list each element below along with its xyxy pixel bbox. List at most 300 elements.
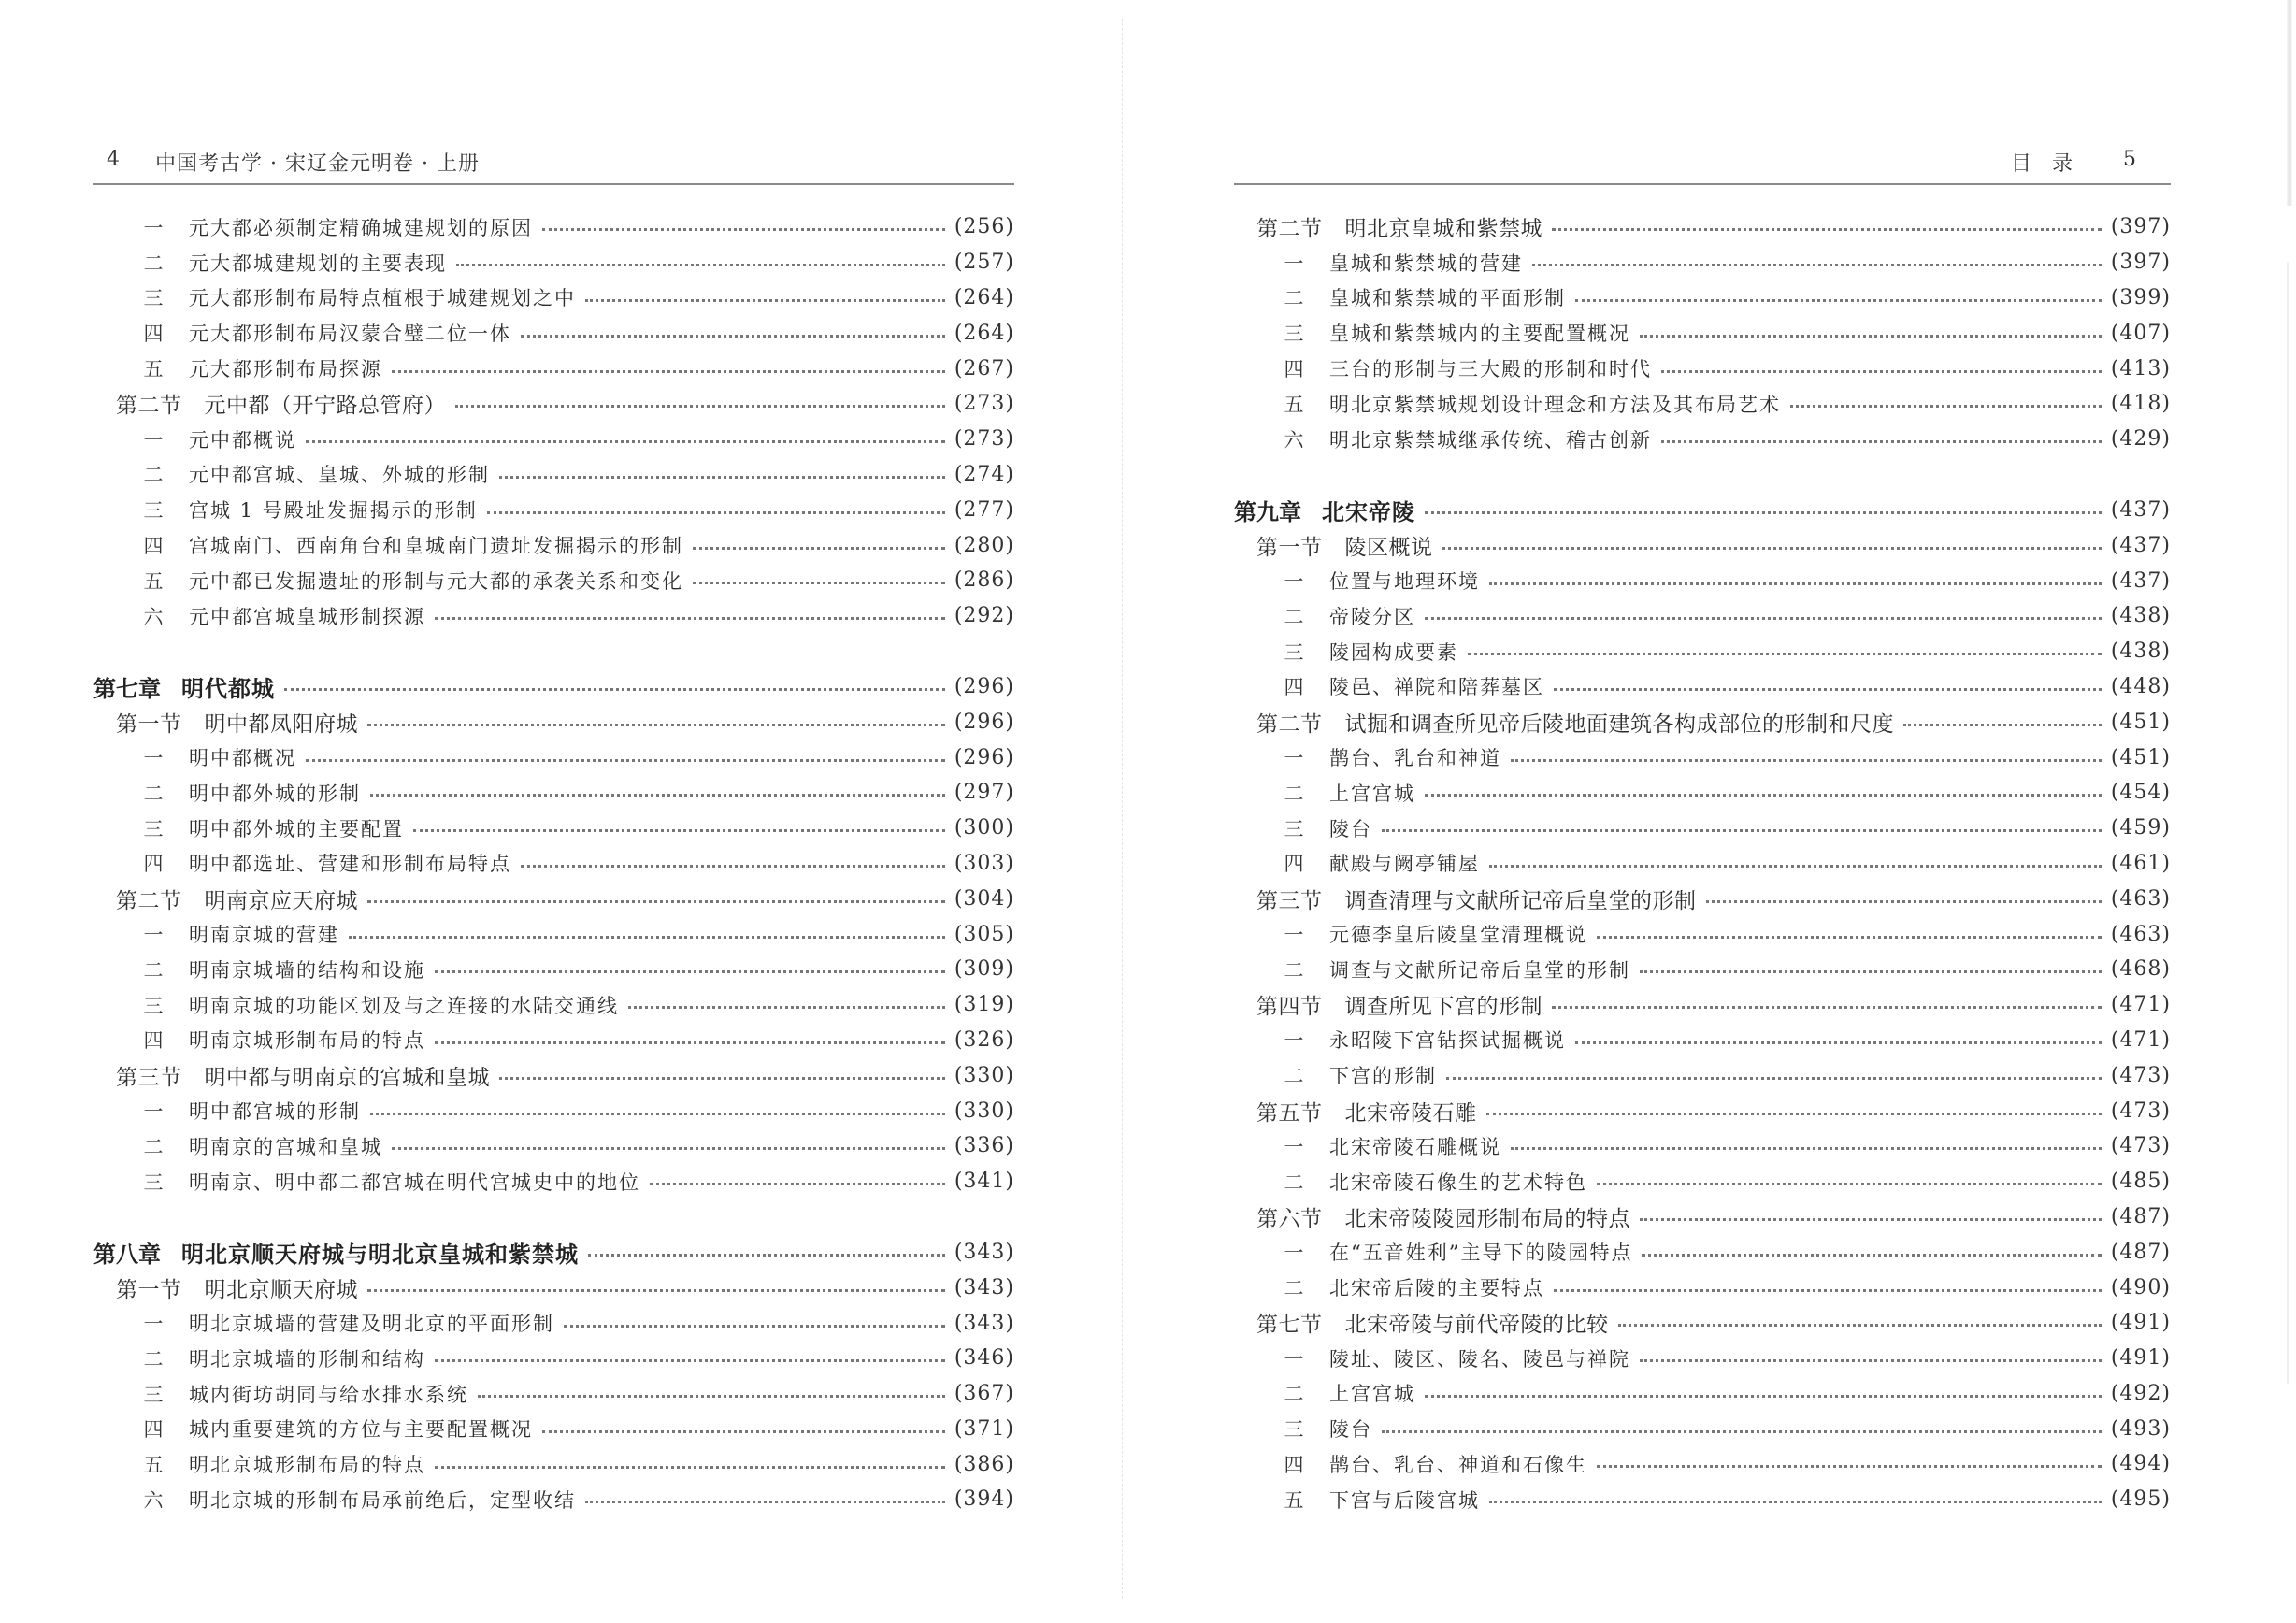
toc-entry-page: (305) xyxy=(954,922,1014,946)
toc-entry-number: 一 xyxy=(1284,747,1304,770)
toc-entry-number: 三 xyxy=(1284,817,1304,840)
toc-entry-page: (386) xyxy=(954,1452,1014,1476)
dot-leader xyxy=(435,970,945,973)
toc-entry-page: (343) xyxy=(954,1311,1014,1335)
toc-entry-sub xyxy=(1234,1023,2171,1058)
toc-entry-page: (257) xyxy=(954,251,1014,275)
toc-entry-ch xyxy=(1234,493,2171,528)
toc-entry-title: 元德李皇后陵皇堂清理概说 xyxy=(1329,924,1587,947)
toc-entry-title: 调查与文献所记帝后皇堂的形制 xyxy=(1329,958,1630,982)
toc-entry-title: 陵邑、禅院和陪葬墓区 xyxy=(1329,676,1544,699)
dot-leader xyxy=(392,1147,945,1150)
toc-entry-title: 明南京城的营建 xyxy=(189,924,339,947)
toc-entry-page: (256) xyxy=(954,215,1014,239)
toc-entry-title: 陵台 xyxy=(1329,817,1372,840)
dot-leader xyxy=(1425,794,2102,797)
toc-entry-number: 三 xyxy=(143,499,164,523)
dot-leader xyxy=(487,511,945,514)
toc-entry-sub xyxy=(1234,1482,2171,1517)
toc-entry-title: 元大都必须制定精确城建规划的原因 xyxy=(189,216,533,239)
toc-entry-page: (296) xyxy=(954,745,1014,769)
dot-leader xyxy=(1597,936,2102,939)
toc-entry-page: (407) xyxy=(2110,321,2171,345)
toc-entry-title: 元大都城建规划的主要表现 xyxy=(189,251,447,275)
toc-entry-number: 二 xyxy=(143,251,164,275)
toc-entry-number: 第二节 xyxy=(116,888,182,913)
toc-entry-number: 第五节 xyxy=(1256,1100,1323,1126)
toc-entry-page: (494) xyxy=(2110,1452,2171,1476)
dot-leader xyxy=(413,829,945,832)
toc-entry-sub xyxy=(1234,422,2171,457)
toc-entry-title: 陵台 xyxy=(1329,1418,1372,1442)
toc-entry-sec xyxy=(1234,1305,2171,1341)
toc-entry-number: 三 xyxy=(143,1383,164,1406)
dot-leader xyxy=(435,1466,945,1469)
left-header-rule xyxy=(93,183,1014,185)
toc-entry-number: 二 xyxy=(1284,1277,1304,1300)
toc-entry-number: 第一节 xyxy=(1256,535,1323,560)
toc-entry-sub xyxy=(93,916,1014,952)
toc-entry-title: 明中都外城的形制 xyxy=(189,782,361,805)
dot-leader xyxy=(1554,1289,2102,1292)
dot-leader xyxy=(1790,405,2102,408)
toc-entry-number: 三 xyxy=(1284,640,1304,664)
toc-entry-page: (264) xyxy=(954,285,1014,309)
dot-leader xyxy=(650,1183,945,1185)
toc-entry-sub xyxy=(1234,245,2171,280)
right-toc-list xyxy=(1234,209,2171,1517)
toc-entry-number: 四 xyxy=(1284,1453,1304,1476)
toc-entry-sub xyxy=(93,1023,1014,1058)
toc-entry-title: 明北京城墙的形制和结构 xyxy=(189,1347,425,1371)
toc-entry-page: (492) xyxy=(2110,1381,2171,1405)
toc-entry-number: 一 xyxy=(143,747,164,770)
toc-entry-sec xyxy=(1234,881,2171,916)
toc-entry-title: 明中都选址、营建和形制布局特点 xyxy=(189,853,511,876)
toc-entry-number: 二 xyxy=(1284,1171,1304,1194)
toc-entry-page: (473) xyxy=(2110,1099,2171,1123)
toc-entry-title: 元中都宫城皇城形制探源 xyxy=(189,605,425,628)
toc-entry-number: 四 xyxy=(143,323,164,346)
toc-entry-number: 二 xyxy=(143,958,164,982)
toc-entry-page: (451) xyxy=(2110,710,2171,734)
toc-entry-number: 第二节 xyxy=(116,394,182,419)
toc-entry-title: 明中都概况 xyxy=(189,747,296,770)
dot-leader xyxy=(588,1254,945,1257)
dot-leader xyxy=(435,617,945,620)
toc-entry-page: (326) xyxy=(954,1027,1014,1052)
left-running-title: 中国考古学 · 宋辽金元明卷 · 上册 xyxy=(155,152,480,176)
toc-entry-page: (473) xyxy=(2110,1063,2171,1087)
toc-entry-sub xyxy=(1234,351,2171,386)
dot-leader xyxy=(1468,653,2102,655)
toc-entry-number: 二 xyxy=(1284,605,1304,628)
toc-entry-page: (397) xyxy=(2110,215,2171,239)
toc-entry-title: 调查清理与文献所记帝后皇堂的形制 xyxy=(1344,888,1697,913)
toc-entry-title: 元中都概说 xyxy=(189,428,296,452)
toc-entry-page: (487) xyxy=(2110,1240,2171,1264)
toc-entry-page: (343) xyxy=(954,1240,1014,1264)
toc-entry-number: 四 xyxy=(143,1029,164,1053)
toc-entry-number: 第二节 xyxy=(1256,711,1323,737)
toc-entry-title: 明中都外城的主要配置 xyxy=(189,817,404,840)
toc-entry-sec xyxy=(1234,704,2171,740)
toc-entry-title: 元大都形制布局特点植根于城建规划之中 xyxy=(189,287,576,310)
toc-entry-sub xyxy=(93,280,1014,316)
dot-leader xyxy=(370,794,945,797)
toc-entry-number: 一 xyxy=(1284,1135,1304,1158)
toc-entry-number: 第八章 xyxy=(93,1241,161,1268)
toc-entry-sub xyxy=(93,952,1014,987)
toc-entry-number: 第三节 xyxy=(116,1065,182,1090)
toc-entry-page: (473) xyxy=(2110,1134,2171,1158)
toc-entry-number: 六 xyxy=(1284,428,1304,452)
toc-entry-sec xyxy=(1234,209,2171,245)
dot-leader xyxy=(306,440,945,443)
toc-entry-page: (267) xyxy=(954,356,1014,381)
dot-leader xyxy=(1661,370,2102,373)
dot-leader xyxy=(367,1289,945,1292)
dot-leader xyxy=(1554,688,2102,691)
dot-leader xyxy=(542,1430,945,1433)
toc-entry-sec xyxy=(93,881,1014,916)
toc-entry-page: (437) xyxy=(2110,568,2171,593)
toc-entry-number: 一 xyxy=(143,924,164,947)
toc-entry-title: 元大都形制布局汉蒙合璧二位一体 xyxy=(189,323,511,346)
dot-leader xyxy=(1597,1183,2102,1185)
toc-entry-ch xyxy=(93,1235,1014,1271)
toc-entry-number: 一 xyxy=(1284,251,1304,275)
dot-leader xyxy=(693,582,945,584)
dot-leader xyxy=(628,1006,945,1009)
toc-entry-number: 第三节 xyxy=(1256,888,1323,913)
dot-leader xyxy=(1640,1359,2102,1362)
toc-entry-number: 四 xyxy=(143,1418,164,1442)
toc-entry-page: (454) xyxy=(2110,781,2171,805)
toc-entry-page: (451) xyxy=(2110,745,2171,769)
toc-entry-page: (297) xyxy=(954,781,1014,805)
toc-entry-sub xyxy=(93,1341,1014,1376)
dot-leader xyxy=(1442,547,2102,550)
toc-entry-sub xyxy=(1234,1128,2171,1164)
toc-entry-title: 三台的形制与三大殿的形制和时代 xyxy=(1329,358,1652,381)
toc-entry-sub xyxy=(93,1482,1014,1517)
dot-leader xyxy=(499,1077,945,1080)
toc-entry-number: 一 xyxy=(1284,1029,1304,1053)
toc-entry-title: 明中都宫城的形制 xyxy=(189,1100,361,1124)
toc-entry-page: (274) xyxy=(954,462,1014,486)
toc-entry-page: (491) xyxy=(2110,1311,2171,1335)
toc-entry-number: 一 xyxy=(143,1313,164,1335)
toc-entry-page: (296) xyxy=(954,674,1014,698)
toc-entry-title: 明北京紫禁城规划设计理念和方法及其布局艺术 xyxy=(1329,393,1781,416)
toc-entry-page: (286) xyxy=(954,568,1014,593)
toc-entry-number: 三 xyxy=(143,994,164,1017)
dot-leader xyxy=(1661,440,2102,443)
toc-entry-sub xyxy=(93,1164,1014,1199)
toc-entry-sub xyxy=(1234,952,2171,987)
toc-entry-page: (461) xyxy=(2110,851,2171,875)
dot-leader xyxy=(1446,1077,2102,1080)
toc-entry-sub xyxy=(93,1376,1014,1412)
toc-entry-title: 城内街坊胡同与给水排水系统 xyxy=(189,1383,468,1406)
toc-entry-sub xyxy=(93,1446,1014,1482)
toc-entry-title: 上宫宫城 xyxy=(1329,782,1415,805)
toc-entry-page: (264) xyxy=(954,321,1014,345)
toc-entry-sub xyxy=(1234,386,2171,422)
toc-entry-number: 二 xyxy=(1284,1065,1304,1088)
toc-entry-title: 元中都宫城、皇城、外城的形制 xyxy=(189,464,490,487)
toc-entry-sub xyxy=(93,811,1014,846)
toc-entry-number: 二 xyxy=(1284,958,1304,982)
toc-entry-number: 四 xyxy=(1284,676,1304,699)
toc-entry-page: (493) xyxy=(2110,1416,2171,1441)
toc-entry-sub xyxy=(93,598,1014,634)
toc-entry-page: (468) xyxy=(2110,957,2171,982)
dot-leader xyxy=(693,547,945,550)
toc-entry-sub xyxy=(1234,1411,2171,1446)
toc-entry-sec xyxy=(1234,527,2171,563)
toc-entry-sub xyxy=(1234,315,2171,351)
toc-entry-title: 北宋帝陵陵园形制布局的特点 xyxy=(1344,1206,1630,1231)
toc-entry-title: 明南京城的功能区划及与之连接的水陆交通线 xyxy=(189,994,619,1017)
dot-leader xyxy=(349,936,945,939)
dot-leader xyxy=(1640,970,2102,973)
toc-entry-sec xyxy=(93,1270,1014,1305)
dot-leader xyxy=(435,1041,945,1044)
toc-entry-page: (394) xyxy=(954,1487,1014,1512)
toc-entry-sub xyxy=(1234,669,2171,705)
toc-entry-sub xyxy=(1234,1446,2171,1482)
left-page-number: 4 xyxy=(107,148,120,171)
dot-leader xyxy=(1511,759,2102,762)
toc-entry-page: (371) xyxy=(954,1416,1014,1441)
toc-entry-title: 北宋帝陵石雕概说 xyxy=(1329,1135,1501,1158)
toc-entry-page: (336) xyxy=(954,1134,1014,1158)
toc-entry-page: (438) xyxy=(2110,639,2171,664)
toc-entry-title: 北宋帝陵 xyxy=(1322,498,1415,525)
toc-entry-title: 北宋帝后陵的主要特点 xyxy=(1329,1277,1544,1300)
toc-entry-page: (309) xyxy=(954,957,1014,982)
toc-entry-sub xyxy=(1234,1057,2171,1093)
dot-leader xyxy=(1552,1006,2102,1009)
dot-leader xyxy=(585,1501,945,1503)
toc-entry-sub xyxy=(93,457,1014,493)
toc-entry-sub xyxy=(93,492,1014,527)
toc-entry-title: 宫城 1 号殿址发掘揭示的形制 xyxy=(189,499,478,523)
toc-entry-number: 二 xyxy=(143,1347,164,1371)
toc-entry-sub xyxy=(1234,1234,2171,1270)
dot-leader xyxy=(1425,1395,2102,1398)
toc-entry-title: 帝陵分区 xyxy=(1329,605,1415,628)
toc-entry-page: (438) xyxy=(2110,604,2171,628)
toc-entry-page: (292) xyxy=(954,604,1014,628)
right-running-title: 目 录 xyxy=(2011,152,2074,176)
toc-entry-sub xyxy=(1234,775,2171,811)
toc-entry-title: 城内重要建筑的方位与主要配置概况 xyxy=(189,1418,533,1442)
toc-entry-number: 一 xyxy=(1284,570,1304,594)
toc-entry-title: 明北京皇城和紫禁城 xyxy=(1344,217,1543,242)
toc-entry-page: (437) xyxy=(2110,497,2171,522)
toc-entry-number: 五 xyxy=(1284,393,1304,416)
toc-entry-title: 上宫宫城 xyxy=(1329,1383,1415,1406)
toc-entry-page: (280) xyxy=(954,533,1014,557)
toc-entry-sub xyxy=(93,563,1014,598)
toc-entry-title: 试掘和调查所见帝后陵地面建筑各构成部位的形制和尺度 xyxy=(1344,711,1894,737)
toc-entry-title: 陵址、陵区、陵名、陵邑与禅院 xyxy=(1329,1347,1630,1371)
dot-leader xyxy=(1642,1254,2101,1257)
toc-entry-page: (330) xyxy=(954,1099,1014,1123)
toc-entry-page: (330) xyxy=(954,1063,1014,1087)
dot-leader xyxy=(1640,335,2102,338)
toc-entry-title: 鹊台、乳台、神道和石像生 xyxy=(1329,1453,1587,1476)
toc-entry-number: 三 xyxy=(143,1171,164,1194)
toc-entry-page: (319) xyxy=(954,993,1014,1017)
toc-entry-number: 三 xyxy=(143,817,164,840)
dot-leader xyxy=(455,405,945,408)
dot-leader xyxy=(1575,1041,2102,1044)
toc-entry-page: (418) xyxy=(2110,392,2171,416)
toc-entry-sub xyxy=(93,351,1014,386)
toc-entry-title: 明北京城的形制布局承前绝后，定型收结 xyxy=(189,1488,576,1512)
right-page-number: 5 xyxy=(2123,148,2136,171)
toc-entry-sec xyxy=(1234,1093,2171,1128)
toc-entry-page: (490) xyxy=(2110,1275,2171,1300)
toc-entry-number: 第九章 xyxy=(1234,498,1301,525)
toc-entry-page: (448) xyxy=(2110,674,2171,698)
dot-leader xyxy=(1489,865,2102,868)
toc-entry-number: 第一节 xyxy=(116,1277,182,1302)
toc-entry-number: 第一节 xyxy=(116,711,182,737)
toc-entry-title: 元大都形制布局探源 xyxy=(189,358,382,381)
toc-entry-sec xyxy=(1234,987,2171,1023)
toc-entry-title: 位置与地理环境 xyxy=(1329,570,1480,594)
toc-entry-number: 五 xyxy=(143,569,164,593)
toc-entry-page: (495) xyxy=(2110,1487,2171,1512)
dot-leader xyxy=(564,1325,945,1328)
toc-entry-number: 二 xyxy=(1284,1383,1304,1406)
dot-leader xyxy=(542,228,945,231)
toc-entry-page: (367) xyxy=(954,1382,1014,1406)
toc-entry-number: 一 xyxy=(1284,924,1304,947)
dot-leader xyxy=(1640,1218,2102,1221)
toc-entry-sub xyxy=(93,1093,1014,1128)
toc-entry-sub xyxy=(93,209,1014,245)
dot-leader xyxy=(1575,299,2102,302)
toc-entry-page: (471) xyxy=(2110,1027,2171,1052)
toc-entry-title: 献殿与阙亭铺屋 xyxy=(1329,853,1480,876)
toc-entry-title: 北宋帝陵与前代帝陵的比较 xyxy=(1344,1313,1609,1338)
dot-leader xyxy=(1532,264,2102,266)
toc-entry-title: 明南京城形制布局的特点 xyxy=(189,1029,425,1053)
toc-entry-title: 明北京城形制布局的特点 xyxy=(189,1454,425,1477)
left-toc-list xyxy=(93,209,1014,1517)
toc-entry-title: 永昭陵下宫钻探试掘概说 xyxy=(1329,1029,1566,1053)
toc-entry-sub xyxy=(93,846,1014,882)
toc-entry-sub xyxy=(93,245,1014,280)
toc-entry-number: 第七章 xyxy=(93,675,161,702)
toc-entry-sub xyxy=(1234,1376,2171,1412)
toc-entry-page: (463) xyxy=(2110,886,2171,911)
dot-leader xyxy=(306,759,945,762)
toc-entry-title: 明南京的宫城和皇城 xyxy=(189,1135,382,1158)
toc-entry-number: 五 xyxy=(143,358,164,381)
toc-entry-sub xyxy=(93,775,1014,811)
dot-leader xyxy=(284,688,945,691)
toc-entry-number: 二 xyxy=(143,782,164,805)
toc-entry-sub xyxy=(93,315,1014,351)
toc-entry-number: 一 xyxy=(143,216,164,239)
toc-entry-sub xyxy=(1234,846,2171,882)
dot-leader xyxy=(367,900,945,903)
dot-leader xyxy=(1425,617,2102,620)
toc-entry-page: (437) xyxy=(2110,533,2171,557)
dot-leader xyxy=(1382,829,2102,832)
dot-leader xyxy=(499,476,945,479)
dot-leader xyxy=(521,335,945,338)
dot-leader xyxy=(456,264,945,266)
toc-entry-number: 一 xyxy=(143,1100,164,1124)
toc-entry-page: (341) xyxy=(954,1170,1014,1194)
dot-leader xyxy=(1706,900,2102,903)
toc-entry-sub xyxy=(93,740,1014,775)
toc-entry-title: 明北京紫禁城继承传统、稽古创新 xyxy=(1329,428,1652,452)
toc-entry-number: 二 xyxy=(143,1135,164,1158)
toc-entry-title: 皇城和紫禁城的平面形制 xyxy=(1329,287,1566,310)
dot-leader xyxy=(1903,724,2102,726)
toc-entry-number: 一 xyxy=(143,428,164,452)
toc-entry-number: 六 xyxy=(143,605,164,628)
toc-entry-number: 四 xyxy=(1284,358,1304,381)
toc-entry-page: (429) xyxy=(2110,427,2171,452)
toc-entry-title: 元中都已发掘遗址的形制与元大都的承袭关系和变化 xyxy=(189,569,683,593)
dot-leader xyxy=(392,370,945,373)
toc-entry-number: 二 xyxy=(1284,782,1304,805)
toc-entry-sub xyxy=(1234,1270,2171,1305)
toc-entry-title: 元中都（开宁路总管府） xyxy=(204,394,446,419)
dot-leader xyxy=(1489,582,2102,585)
toc-entry-title: 下宫的形制 xyxy=(1329,1065,1437,1088)
dot-leader xyxy=(367,724,945,726)
toc-entry-number: 三 xyxy=(1284,1418,1304,1442)
toc-entry-page: (277) xyxy=(954,497,1014,522)
toc-entry-number: 第四节 xyxy=(1256,995,1323,1020)
toc-entry-page: (343) xyxy=(954,1275,1014,1300)
toc-entry-number: 四 xyxy=(1284,853,1304,876)
toc-entry-title: 皇城和紫禁城内的主要配置概况 xyxy=(1329,323,1630,346)
toc-entry-title: 陵园构成要素 xyxy=(1329,640,1458,664)
toc-entry-sub xyxy=(1234,1164,2171,1199)
toc-entry-title: 调查所见下宫的形制 xyxy=(1344,995,1543,1020)
toc-entry-number: 第六节 xyxy=(1256,1206,1323,1231)
toc-entry-number: 二 xyxy=(143,464,164,487)
toc-entry-title: 明南京、明中都二都宫城在明代宫城史中的地位 xyxy=(189,1171,640,1194)
toc-entry-number: 二 xyxy=(1284,287,1304,310)
toc-entry-page: (273) xyxy=(954,392,1014,416)
toc-entry-title: 明南京应天府城 xyxy=(204,888,358,913)
dot-leader xyxy=(1511,1147,2102,1150)
toc-entry-sub xyxy=(1234,916,2171,952)
dot-leader xyxy=(1382,1430,2102,1433)
toc-entry-sub xyxy=(1234,598,2171,634)
toc-entry-page: (304) xyxy=(954,886,1014,911)
toc-entry-number: 三 xyxy=(143,287,164,310)
dot-leader xyxy=(1489,1501,2102,1503)
toc-entry-sub xyxy=(93,987,1014,1023)
toc-entry-title: 明南京城墙的结构和设施 xyxy=(189,958,425,982)
dot-leader xyxy=(1552,228,2102,231)
toc-entry-title: 北宋帝陵石像生的艺术特色 xyxy=(1329,1171,1587,1194)
